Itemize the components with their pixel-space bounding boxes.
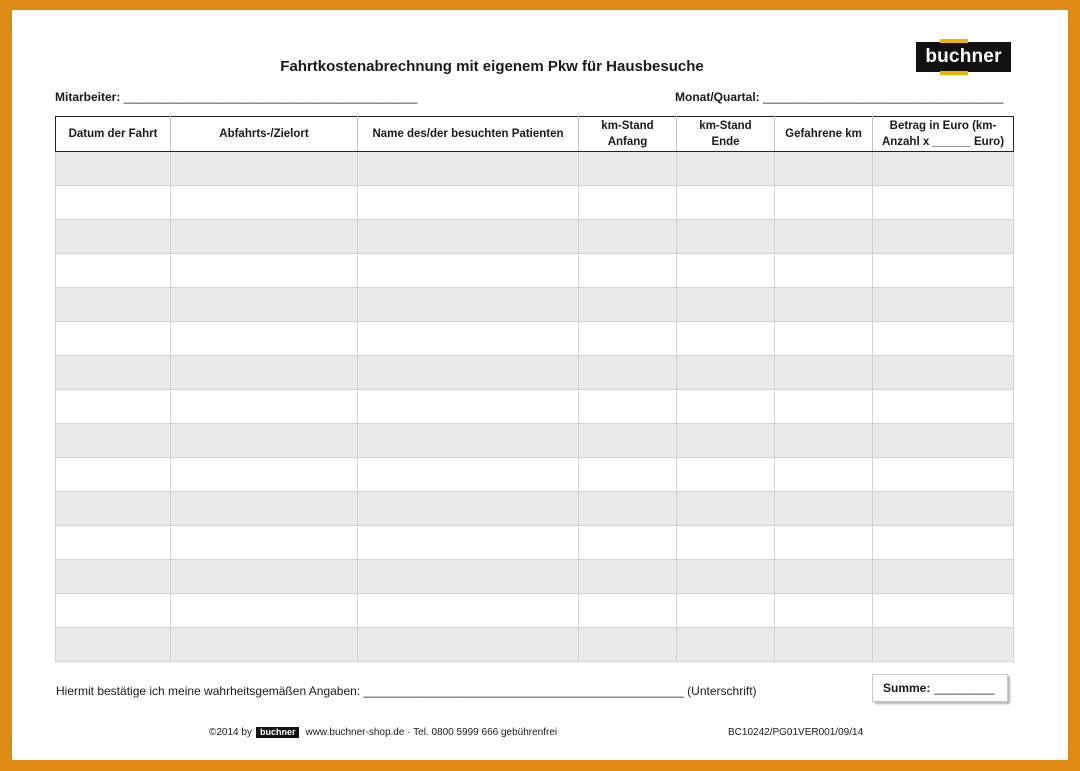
- table-cell[interactable]: [56, 220, 171, 254]
- table-cell[interactable]: [873, 458, 1014, 492]
- table-cell[interactable]: [171, 424, 358, 458]
- table-cell[interactable]: [56, 458, 171, 492]
- table-cell[interactable]: [873, 560, 1014, 594]
- table-cell[interactable]: [873, 220, 1014, 254]
- table-cell[interactable]: [171, 322, 358, 356]
- table-cell[interactable]: [775, 288, 873, 322]
- table-row: [56, 254, 1014, 288]
- table-cell[interactable]: [358, 560, 579, 594]
- table-cell[interactable]: [775, 424, 873, 458]
- table-cell[interactable]: [358, 458, 579, 492]
- footer-buchner-logo: buchner: [256, 727, 300, 738]
- table-cell[interactable]: [775, 322, 873, 356]
- table-cell[interactable]: [677, 458, 775, 492]
- col-ort: Abfahrts-/Zielort: [171, 117, 358, 152]
- table-cell[interactable]: [56, 322, 171, 356]
- table-cell[interactable]: [873, 424, 1014, 458]
- table-cell[interactable]: [56, 152, 171, 186]
- table-cell[interactable]: [775, 628, 873, 662]
- table-cell[interactable]: [873, 288, 1014, 322]
- table-cell[interactable]: [579, 220, 677, 254]
- form-sheet: [12, 10, 1068, 760]
- table-cell[interactable]: [579, 254, 677, 288]
- footer-code: BC10242/PG01VER001/09/14: [728, 727, 864, 738]
- monat-blank[interactable]: ____________________________________: [763, 90, 1004, 104]
- table-cell[interactable]: [358, 288, 579, 322]
- table-cell[interactable]: [171, 254, 358, 288]
- table-cell[interactable]: [775, 458, 873, 492]
- table-cell[interactable]: [579, 628, 677, 662]
- table-cell[interactable]: [873, 492, 1014, 526]
- table-cell[interactable]: [56, 254, 171, 288]
- monat-field: [675, 90, 1003, 104]
- table-row: [56, 220, 1014, 254]
- confirmation-text: Hiermit bestätige ich meine wahrheitsgemäßen Angaben: ________________________________________________ (Unterschrift): [56, 684, 757, 698]
- table-cell[interactable]: [579, 152, 677, 186]
- table-cell[interactable]: [171, 152, 358, 186]
- table-cell[interactable]: [873, 152, 1014, 186]
- table-cell[interactable]: [873, 356, 1014, 390]
- table-cell[interactable]: [56, 526, 171, 560]
- footer-copyright: ©2014 by: [209, 727, 252, 739]
- table-cell[interactable]: [358, 254, 579, 288]
- table-cell[interactable]: [775, 356, 873, 390]
- table-cell[interactable]: [677, 288, 775, 322]
- table-cell[interactable]: [579, 424, 677, 458]
- table-cell[interactable]: [677, 254, 775, 288]
- table-cell[interactable]: [677, 322, 775, 356]
- table-cell[interactable]: [358, 322, 579, 356]
- footer-contact: www.buchner-shop.de · Tel. 0800 5999 666 gebührenfrei: [305, 727, 558, 739]
- table-cell[interactable]: [579, 594, 677, 628]
- table-cell[interactable]: [873, 390, 1014, 424]
- fahrten-table: [55, 116, 1014, 662]
- table-cell[interactable]: [677, 526, 775, 560]
- table-cell[interactable]: [775, 560, 873, 594]
- table-cell[interactable]: [775, 152, 873, 186]
- table-cell[interactable]: [579, 186, 677, 220]
- table-row: [56, 594, 1014, 628]
- table-cell[interactable]: [358, 390, 579, 424]
- summe-box[interactable]: [872, 674, 1008, 702]
- table-cell[interactable]: [677, 186, 775, 220]
- table-row: [56, 424, 1014, 458]
- table-cell[interactable]: [56, 560, 171, 594]
- col-betrag-line2: Anzahl x ______ Euro): [881, 136, 1005, 148]
- summe-label: Summe:: [883, 681, 931, 695]
- col-km-ende-line1: km-Stand: [699, 120, 752, 132]
- col-gefahren: Gefahrene km: [775, 117, 873, 152]
- col-betrag: [873, 117, 1014, 152]
- table-cell[interactable]: [56, 390, 171, 424]
- table-cell[interactable]: [358, 186, 579, 220]
- table-header-row: [56, 117, 1014, 152]
- table-cell[interactable]: [873, 594, 1014, 628]
- table-row: [56, 356, 1014, 390]
- table-row: [56, 526, 1014, 560]
- table-cell[interactable]: [171, 186, 358, 220]
- col-name: Name des/der besuchten Patienten: [358, 117, 579, 152]
- table-cell[interactable]: [873, 526, 1014, 560]
- table-row: [56, 560, 1014, 594]
- table-cell[interactable]: [873, 186, 1014, 220]
- table-cell[interactable]: [358, 492, 579, 526]
- table-cell[interactable]: [171, 356, 358, 390]
- table-row: [56, 390, 1014, 424]
- table-cell[interactable]: [579, 322, 677, 356]
- table-cell[interactable]: [56, 288, 171, 322]
- table-cell[interactable]: [775, 220, 873, 254]
- buchner-logo: buchner: [916, 42, 1011, 72]
- table-row: [56, 322, 1014, 356]
- table-cell[interactable]: [579, 390, 677, 424]
- table-cell[interactable]: [358, 526, 579, 560]
- table-cell[interactable]: [677, 220, 775, 254]
- table-cell[interactable]: [56, 492, 171, 526]
- table-cell[interactable]: [775, 492, 873, 526]
- table-cell[interactable]: [677, 152, 775, 186]
- table-cell[interactable]: [358, 356, 579, 390]
- table-cell[interactable]: [579, 492, 677, 526]
- table-cell[interactable]: [677, 560, 775, 594]
- table-cell[interactable]: [171, 288, 358, 322]
- col-km-anfang-line1: km-Stand: [601, 120, 654, 132]
- table-cell[interactable]: [775, 254, 873, 288]
- table-cell[interactable]: [677, 628, 775, 662]
- col-datum: Datum der Fahrt: [56, 117, 171, 152]
- table-cell[interactable]: [579, 288, 677, 322]
- summe-blank[interactable]: _________: [934, 681, 995, 695]
- table-cell[interactable]: [358, 424, 579, 458]
- table-cell[interactable]: [775, 186, 873, 220]
- table-cell[interactable]: [358, 220, 579, 254]
- col-km-anfang-line2: Anfang: [607, 136, 648, 148]
- table-cell[interactable]: [775, 390, 873, 424]
- col-km-ende-line2: Ende: [711, 136, 740, 148]
- table-row: [56, 492, 1014, 526]
- table-row: [56, 186, 1014, 220]
- table-cell[interactable]: [56, 628, 171, 662]
- table-cell[interactable]: [171, 220, 358, 254]
- table-body: [56, 152, 1014, 662]
- table-row: [56, 152, 1014, 186]
- table-cell[interactable]: [171, 458, 358, 492]
- col-km-anfang: [579, 117, 677, 152]
- mitarbeiter-blank[interactable]: ____________________________________________: [123, 90, 418, 104]
- table-cell[interactable]: [171, 492, 358, 526]
- monat-label: Monat/Quartal:: [675, 90, 760, 104]
- form-title: Fahrtkostenabrechnung mit eigenem Pkw für Hausbesuche: [280, 58, 704, 75]
- col-km-ende: [677, 117, 775, 152]
- table-cell[interactable]: [171, 526, 358, 560]
- table-cell[interactable]: [56, 594, 171, 628]
- table-cell[interactable]: [775, 594, 873, 628]
- table-cell[interactable]: [171, 628, 358, 662]
- table-row: [56, 458, 1014, 492]
- table-cell[interactable]: [677, 390, 775, 424]
- table-cell[interactable]: [677, 492, 775, 526]
- table-cell[interactable]: [358, 628, 579, 662]
- table-cell[interactable]: [171, 594, 358, 628]
- table-cell[interactable]: [56, 424, 171, 458]
- mitarbeiter-field: [55, 90, 417, 104]
- table-cell[interactable]: [579, 458, 677, 492]
- table-cell[interactable]: [873, 322, 1014, 356]
- table-cell[interactable]: [677, 424, 775, 458]
- table-cell[interactable]: [579, 356, 677, 390]
- table-cell[interactable]: [677, 356, 775, 390]
- table-cell[interactable]: [171, 560, 358, 594]
- table-cell[interactable]: [873, 254, 1014, 288]
- table-cell[interactable]: [775, 526, 873, 560]
- table-row: [56, 288, 1014, 322]
- table-cell[interactable]: [358, 152, 579, 186]
- table-cell[interactable]: [56, 186, 171, 220]
- table-cell[interactable]: [579, 560, 677, 594]
- mitarbeiter-label: Mitarbeiter:: [55, 90, 121, 104]
- table-cell[interactable]: [579, 526, 677, 560]
- footer-left: [209, 727, 557, 738]
- table-row: [56, 628, 1014, 662]
- col-betrag-line1: Betrag in Euro (km-: [889, 120, 997, 132]
- table-cell[interactable]: [171, 390, 358, 424]
- table-cell[interactable]: [873, 628, 1014, 662]
- table-cell[interactable]: [677, 594, 775, 628]
- table-cell[interactable]: [358, 594, 579, 628]
- table-cell[interactable]: [56, 356, 171, 390]
